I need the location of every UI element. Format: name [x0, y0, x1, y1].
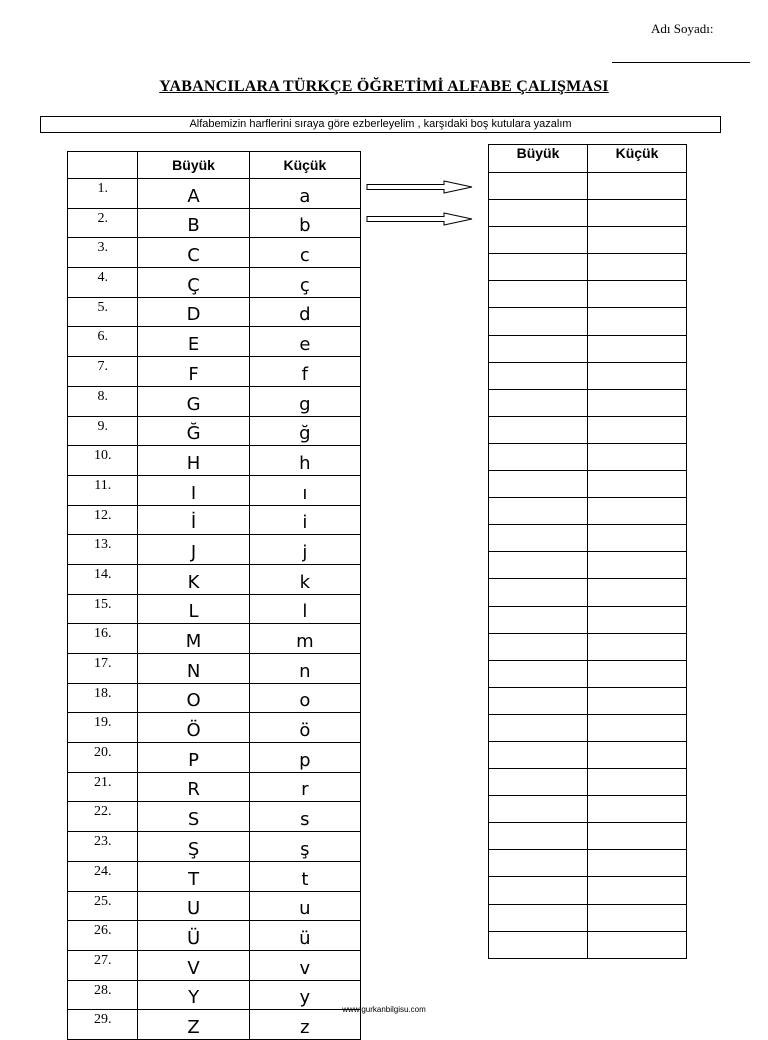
table-row [68, 564, 361, 594]
uppercase-letter: B [138, 208, 249, 238]
practice-box-uppercase[interactable] [489, 660, 588, 687]
table-row [68, 832, 361, 862]
practice-box-uppercase[interactable] [489, 335, 588, 362]
practice-box-uppercase[interactable] [489, 389, 588, 416]
page-title: YABANCILARA TÜRKÇE ÖĞRETİMİ ALFABE ÇALIŞMASI [159, 78, 609, 95]
lowercase-letter: j [249, 535, 360, 565]
lowercase-letter: d [249, 297, 360, 327]
table-row [68, 713, 361, 743]
practice-box-uppercase[interactable] [489, 443, 588, 470]
table-row [68, 297, 361, 327]
row-number: 11. [68, 475, 138, 505]
row-number: 20. [68, 743, 138, 773]
uppercase-letter: N [138, 654, 249, 684]
practice-box-uppercase[interactable] [489, 796, 588, 823]
arrow-right-icon [366, 180, 474, 194]
practice-row [489, 308, 687, 335]
lowercase-letter: t [249, 861, 360, 891]
practice-box-uppercase[interactable] [489, 823, 588, 850]
uppercase-letter: T [138, 861, 249, 891]
lowercase-letter: f [249, 357, 360, 387]
table-row [68, 535, 361, 565]
practice-row [489, 931, 687, 958]
practice-row [489, 823, 687, 850]
practice-row [489, 850, 687, 877]
row-number: 14. [68, 564, 138, 594]
row-number: 4. [68, 268, 138, 298]
lowercase-letter: v [249, 950, 360, 980]
lowercase-letter: n [249, 654, 360, 684]
practice-box-lowercase[interactable] [588, 498, 687, 525]
footer-url: www.gurkanbilgisu.com [342, 1005, 426, 1014]
practice-box-lowercase[interactable] [588, 606, 687, 633]
practice-box-uppercase[interactable] [489, 281, 588, 308]
row-number: 2. [68, 208, 138, 238]
practice-box-uppercase[interactable] [489, 471, 588, 498]
table-row [68, 594, 361, 624]
practice-row [489, 633, 687, 660]
row-number: 27. [68, 950, 138, 980]
practice-row [489, 552, 687, 579]
header-uppercase: Büyük [138, 152, 249, 179]
table-row [68, 327, 361, 357]
practice-box-uppercase[interactable] [489, 200, 588, 227]
practice-box-lowercase[interactable] [588, 633, 687, 660]
lowercase-letter: ç [249, 268, 360, 298]
lowercase-letter: k [249, 564, 360, 594]
lowercase-letter: ğ [249, 416, 360, 446]
practice-row [489, 254, 687, 281]
practice-box-uppercase[interactable] [489, 525, 588, 552]
uppercase-letter: S [138, 802, 249, 832]
practice-row [489, 173, 687, 200]
practice-row [489, 200, 687, 227]
table-row [68, 891, 361, 921]
lowercase-letter: m [249, 624, 360, 654]
practice-box-lowercase[interactable] [588, 660, 687, 687]
practice-box-lowercase[interactable] [588, 443, 687, 470]
lowercase-letter: ş [249, 832, 360, 862]
table-row [68, 1010, 361, 1040]
row-number: 15. [68, 594, 138, 624]
lowercase-letter: p [249, 743, 360, 773]
row-number: 29. [68, 1010, 138, 1040]
lowercase-letter: ı [249, 475, 360, 505]
practice-header-lowercase: Küçük [588, 145, 687, 173]
practice-box-lowercase[interactable] [588, 931, 687, 958]
table-row [68, 475, 361, 505]
practice-box-uppercase[interactable] [489, 173, 588, 200]
practice-box-lowercase[interactable] [588, 796, 687, 823]
practice-box-uppercase[interactable] [489, 606, 588, 633]
table-row [68, 386, 361, 416]
practice-row [489, 714, 687, 741]
uppercase-letter: Ö [138, 713, 249, 743]
name-label: Adı Soyadı: [651, 21, 714, 36]
lowercase-letter: ö [249, 713, 360, 743]
uppercase-letter: F [138, 357, 249, 387]
practice-box-uppercase[interactable] [489, 687, 588, 714]
alphabet-table [67, 151, 361, 1040]
practice-box-uppercase[interactable] [489, 552, 588, 579]
uppercase-letter: İ [138, 505, 249, 535]
practice-box-uppercase[interactable] [489, 362, 588, 389]
row-number: 9. [68, 416, 138, 446]
lowercase-letter: r [249, 772, 360, 802]
lowercase-letter: u [249, 891, 360, 921]
row-number: 19. [68, 713, 138, 743]
practice-table-header-row [489, 145, 687, 173]
practice-box-uppercase[interactable] [489, 308, 588, 335]
uppercase-letter: O [138, 683, 249, 713]
lowercase-letter: i [249, 505, 360, 535]
table-row [68, 683, 361, 713]
lowercase-letter: h [249, 446, 360, 476]
uppercase-letter: R [138, 772, 249, 802]
practice-box-uppercase[interactable] [489, 498, 588, 525]
instruction-box: Alfabemizin harflerini sıraya göre ezberleyelim , karşıdaki boş kutulara yazalım [40, 116, 721, 133]
uppercase-letter: E [138, 327, 249, 357]
row-number: 10. [68, 446, 138, 476]
practice-box-lowercase[interactable] [588, 254, 687, 281]
practice-box-uppercase[interactable] [489, 741, 588, 768]
row-number: 16. [68, 624, 138, 654]
practice-box-uppercase[interactable] [489, 579, 588, 606]
practice-box-lowercase[interactable] [588, 579, 687, 606]
lowercase-letter: c [249, 238, 360, 268]
uppercase-letter: K [138, 564, 249, 594]
table-row [68, 624, 361, 654]
practice-box-uppercase[interactable] [489, 714, 588, 741]
uppercase-letter: Ç [138, 268, 249, 298]
lowercase-letter: g [249, 386, 360, 416]
table-row [68, 861, 361, 891]
practice-box-uppercase[interactable] [489, 254, 588, 281]
row-number: 8. [68, 386, 138, 416]
practice-box-lowercase[interactable] [588, 823, 687, 850]
row-number: 12. [68, 505, 138, 535]
table-row [68, 208, 361, 238]
practice-table [488, 144, 687, 959]
practice-box-lowercase[interactable] [588, 389, 687, 416]
practice-box-lowercase[interactable] [588, 687, 687, 714]
uppercase-letter: Ü [138, 921, 249, 951]
practice-row [489, 769, 687, 796]
uppercase-letter: H [138, 446, 249, 476]
table-row [68, 238, 361, 268]
practice-box-uppercase[interactable] [489, 416, 588, 443]
table-row [68, 179, 361, 209]
practice-box-lowercase[interactable] [588, 877, 687, 904]
practice-row [489, 498, 687, 525]
practice-box-lowercase[interactable] [588, 769, 687, 796]
table-row [68, 802, 361, 832]
uppercase-letter: P [138, 743, 249, 773]
arrow-right-icon [366, 212, 474, 226]
uppercase-letter: L [138, 594, 249, 624]
practice-box-lowercase[interactable] [588, 904, 687, 931]
uppercase-letter: V [138, 950, 249, 980]
lowercase-letter: y [249, 980, 360, 1010]
practice-box-uppercase[interactable] [489, 227, 588, 254]
row-number: 28. [68, 980, 138, 1010]
practice-row [489, 660, 687, 687]
row-number: 7. [68, 357, 138, 387]
row-number: 13. [68, 535, 138, 565]
practice-row [489, 443, 687, 470]
table-row [68, 416, 361, 446]
practice-row [489, 281, 687, 308]
uppercase-letter: A [138, 179, 249, 209]
lowercase-letter: ü [249, 921, 360, 951]
practice-row [489, 606, 687, 633]
lowercase-letter: e [249, 327, 360, 357]
uppercase-letter: C [138, 238, 249, 268]
practice-box-lowercase[interactable] [588, 471, 687, 498]
uppercase-letter: Z [138, 1010, 249, 1040]
row-number: 26. [68, 921, 138, 951]
row-number: 22. [68, 802, 138, 832]
practice-box-uppercase[interactable] [489, 904, 588, 931]
table-row [68, 772, 361, 802]
row-number: 21. [68, 772, 138, 802]
table-row [68, 654, 361, 684]
practice-row [489, 471, 687, 498]
table-row [68, 357, 361, 387]
row-number: 25. [68, 891, 138, 921]
practice-row [489, 525, 687, 552]
practice-row [489, 389, 687, 416]
row-number: 17. [68, 654, 138, 684]
practice-box-uppercase[interactable] [489, 769, 588, 796]
practice-box-lowercase[interactable] [588, 173, 687, 200]
uppercase-letter: I [138, 475, 249, 505]
header-lowercase: Küçük [249, 152, 360, 179]
lowercase-letter: b [249, 208, 360, 238]
row-number: 3. [68, 238, 138, 268]
row-number: 5. [68, 297, 138, 327]
practice-row [489, 227, 687, 254]
practice-header-uppercase: Büyük [489, 145, 588, 173]
table-row [68, 446, 361, 476]
table-row [68, 950, 361, 980]
table-row [68, 505, 361, 535]
practice-row [489, 362, 687, 389]
row-number: 23. [68, 832, 138, 862]
practice-box-uppercase[interactable] [489, 850, 588, 877]
table-row [68, 921, 361, 951]
row-number: 1. [68, 179, 138, 209]
name-underline [612, 62, 750, 63]
alphabet-table-header-row [68, 152, 361, 179]
practice-box-lowercase[interactable] [588, 741, 687, 768]
practice-row [489, 579, 687, 606]
practice-box-lowercase[interactable] [588, 714, 687, 741]
practice-box-lowercase[interactable] [588, 552, 687, 579]
table-row [68, 743, 361, 773]
header-number [68, 152, 138, 179]
practice-row [489, 904, 687, 931]
practice-box-lowercase[interactable] [588, 227, 687, 254]
uppercase-letter: U [138, 891, 249, 921]
uppercase-letter: Ş [138, 832, 249, 862]
practice-row [489, 796, 687, 823]
practice-box-lowercase[interactable] [588, 525, 687, 552]
practice-box-lowercase[interactable] [588, 362, 687, 389]
row-number: 18. [68, 683, 138, 713]
practice-box-lowercase[interactable] [588, 416, 687, 443]
practice-row [489, 687, 687, 714]
practice-box-lowercase[interactable] [588, 281, 687, 308]
lowercase-letter: l [249, 594, 360, 624]
practice-box-lowercase[interactable] [588, 850, 687, 877]
practice-box-lowercase[interactable] [588, 335, 687, 362]
practice-row [489, 416, 687, 443]
uppercase-letter: Y [138, 980, 249, 1010]
uppercase-letter: D [138, 297, 249, 327]
practice-row [489, 335, 687, 362]
lowercase-letter: z [249, 1010, 360, 1040]
uppercase-letter: G [138, 386, 249, 416]
practice-box-lowercase[interactable] [588, 308, 687, 335]
practice-row [489, 741, 687, 768]
practice-box-lowercase[interactable] [588, 200, 687, 227]
practice-box-uppercase[interactable] [489, 633, 588, 660]
row-number: 6. [68, 327, 138, 357]
practice-row [489, 877, 687, 904]
row-number: 24. [68, 861, 138, 891]
lowercase-letter: a [249, 179, 360, 209]
lowercase-letter: o [249, 683, 360, 713]
uppercase-letter: M [138, 624, 249, 654]
practice-box-uppercase[interactable] [489, 931, 588, 958]
practice-box-uppercase[interactable] [489, 877, 588, 904]
uppercase-letter: Ğ [138, 416, 249, 446]
uppercase-letter: J [138, 535, 249, 565]
table-row [68, 268, 361, 298]
lowercase-letter: s [249, 802, 360, 832]
